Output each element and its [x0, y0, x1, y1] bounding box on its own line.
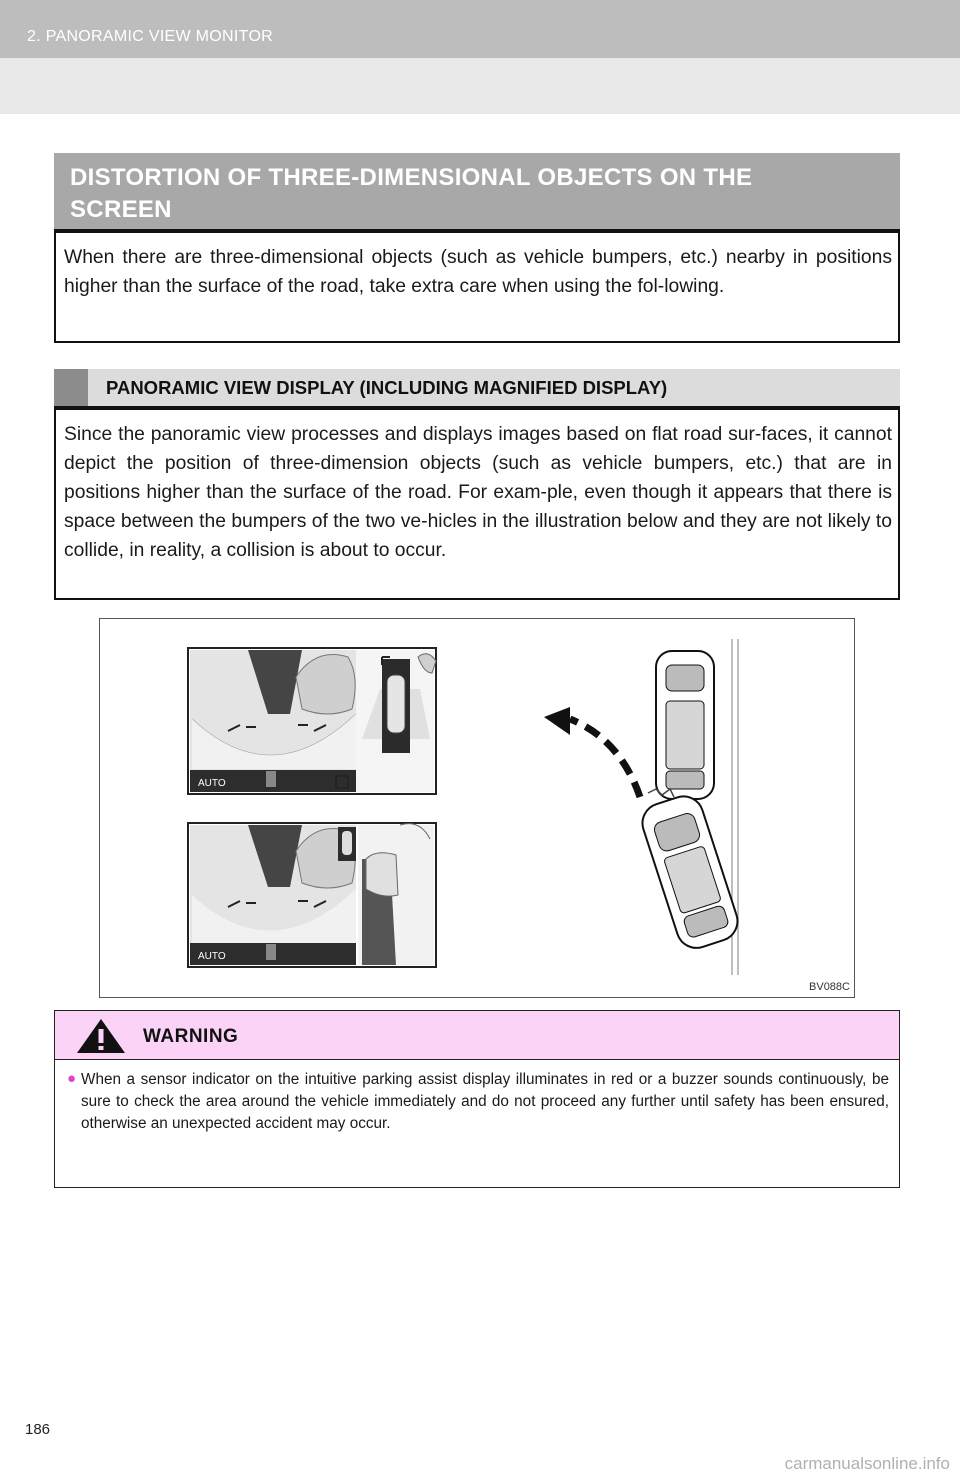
- warning-header: [55, 1011, 899, 1060]
- warning-text: When a sensor indicator on the intuitive parking assist display illuminates in red or a buzzer sounds continuously, be sure to check the area around the vehicle immediately and do not proceed any further until safety has been ensured, otherwise an unexpected accident may occur.: [81, 1071, 889, 1132]
- illustration-drawing: [100, 619, 854, 997]
- subsection-paragraph: Since the panoramic view processes and displays images based on flat road sur-faces, it cannot depict the position of three-dimension objects (such as vehicle bumpers, etc.) that are in positions higher than the surface of the road. For exam-ple, even though it appears that there is space between the bumpers of the two ve-hicles in the illustration below and they are not likely to collide, in reality, a collision is about to occur.: [64, 424, 892, 561]
- section-text-box: [54, 233, 900, 343]
- warning-box: [54, 1010, 900, 1188]
- section-title: DISTORTION OF THREE-DIMENSIONAL OBJECTS ON THE SCREEN: [70, 164, 753, 223]
- warning-title: WARNING: [143, 1026, 239, 1047]
- bullet-icon: ●: [67, 1070, 77, 1087]
- page-number: 186: [25, 1421, 51, 1438]
- warning-triangle-icon: [75, 1017, 127, 1055]
- header-band-light: [0, 58, 960, 114]
- warning-body: [67, 1069, 889, 1135]
- parked-vehicle: [656, 651, 714, 799]
- watermark: carmanualsonline.info: [784, 1454, 950, 1473]
- screen-auto-label-bottom: AUTO: [198, 951, 226, 962]
- subsection-title: PANORAMIC VIEW DISPLAY (INCLUDING MAGNIFIED DISPLAY): [106, 377, 668, 398]
- subsection-text-box: [54, 410, 900, 600]
- subsection-marker: [54, 369, 88, 406]
- section-paragraph: When there are three-dimensional objects (such as vehicle bumpers, etc.) nearby in positions higher than the surface of the road, take extra care when using the fol-lowing.: [64, 247, 892, 297]
- moving-vehicle: [637, 791, 742, 953]
- collision-scene: [544, 639, 743, 975]
- monitor-screen-top: [188, 648, 436, 794]
- monitor-screen-bottom: [188, 823, 436, 967]
- chapter-title: 2. PANORAMIC VIEW MONITOR: [27, 28, 274, 45]
- section-heading: [54, 153, 900, 229]
- chapter-header: [0, 0, 960, 58]
- screen-auto-label-top: AUTO: [198, 778, 226, 789]
- figure-code: BV088C: [809, 981, 850, 993]
- illustration: [99, 618, 855, 998]
- subsection-heading: [54, 369, 900, 406]
